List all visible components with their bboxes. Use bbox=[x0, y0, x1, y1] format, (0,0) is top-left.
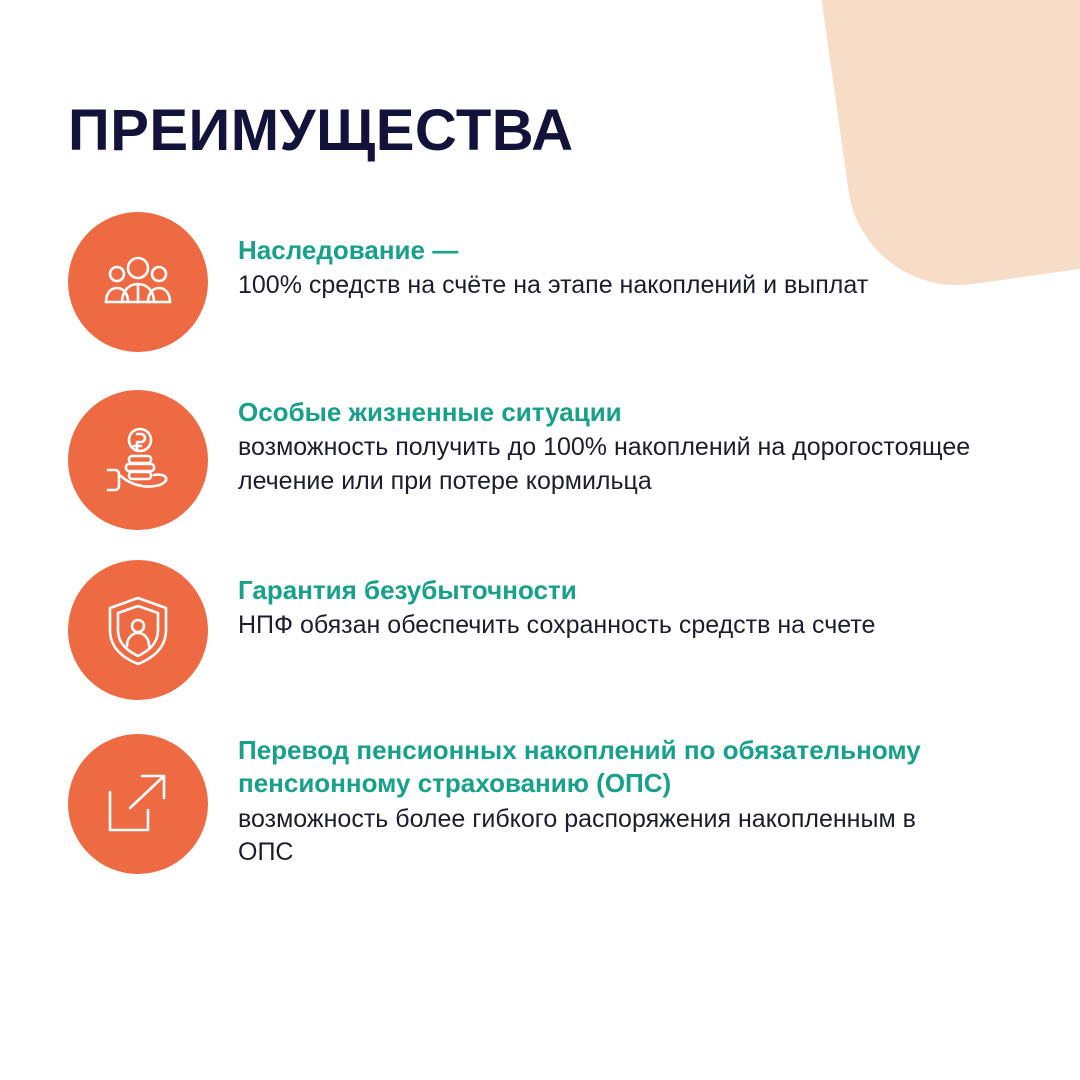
list-item bbox=[68, 734, 1018, 874]
list-item-body: возможность получить до 100% накоплений на дорогостоящее лечение или при потере кормильца bbox=[238, 433, 971, 496]
list-item bbox=[68, 212, 1018, 352]
transfer-arrow-icon bbox=[68, 734, 208, 874]
list-item bbox=[68, 390, 1018, 530]
family-icon bbox=[68, 212, 208, 352]
list-item-heading: Гарантия безубыточности bbox=[238, 575, 577, 605]
list-item-text bbox=[238, 734, 978, 870]
page-title: ПРЕИМУЩЕСТВА bbox=[68, 97, 574, 163]
hand-with-coins-ruble-icon bbox=[68, 390, 208, 530]
list-item bbox=[68, 560, 1018, 700]
list-item-body: возможность более гибкого распоряжения накопленным в ОПС bbox=[238, 804, 916, 867]
list-item-heading: Перевод пенсионных накоплений по обязательному пенсионному страхованию (ОПС) bbox=[238, 735, 921, 799]
list-item-text bbox=[238, 212, 868, 303]
shield-person-icon bbox=[68, 560, 208, 700]
list-item-text bbox=[238, 560, 875, 643]
list-item-text bbox=[238, 390, 978, 499]
list-item-heading: Наследование — bbox=[238, 235, 459, 265]
list-item-body: НПФ обязан обеспечить сохранность средств на счете bbox=[238, 611, 876, 640]
list-item-body: 100% средств на счёте на этапе накоплений и выплат bbox=[238, 271, 869, 300]
benefits-list bbox=[68, 212, 1018, 874]
list-item-heading: Особые жизненные ситуации bbox=[238, 397, 622, 427]
